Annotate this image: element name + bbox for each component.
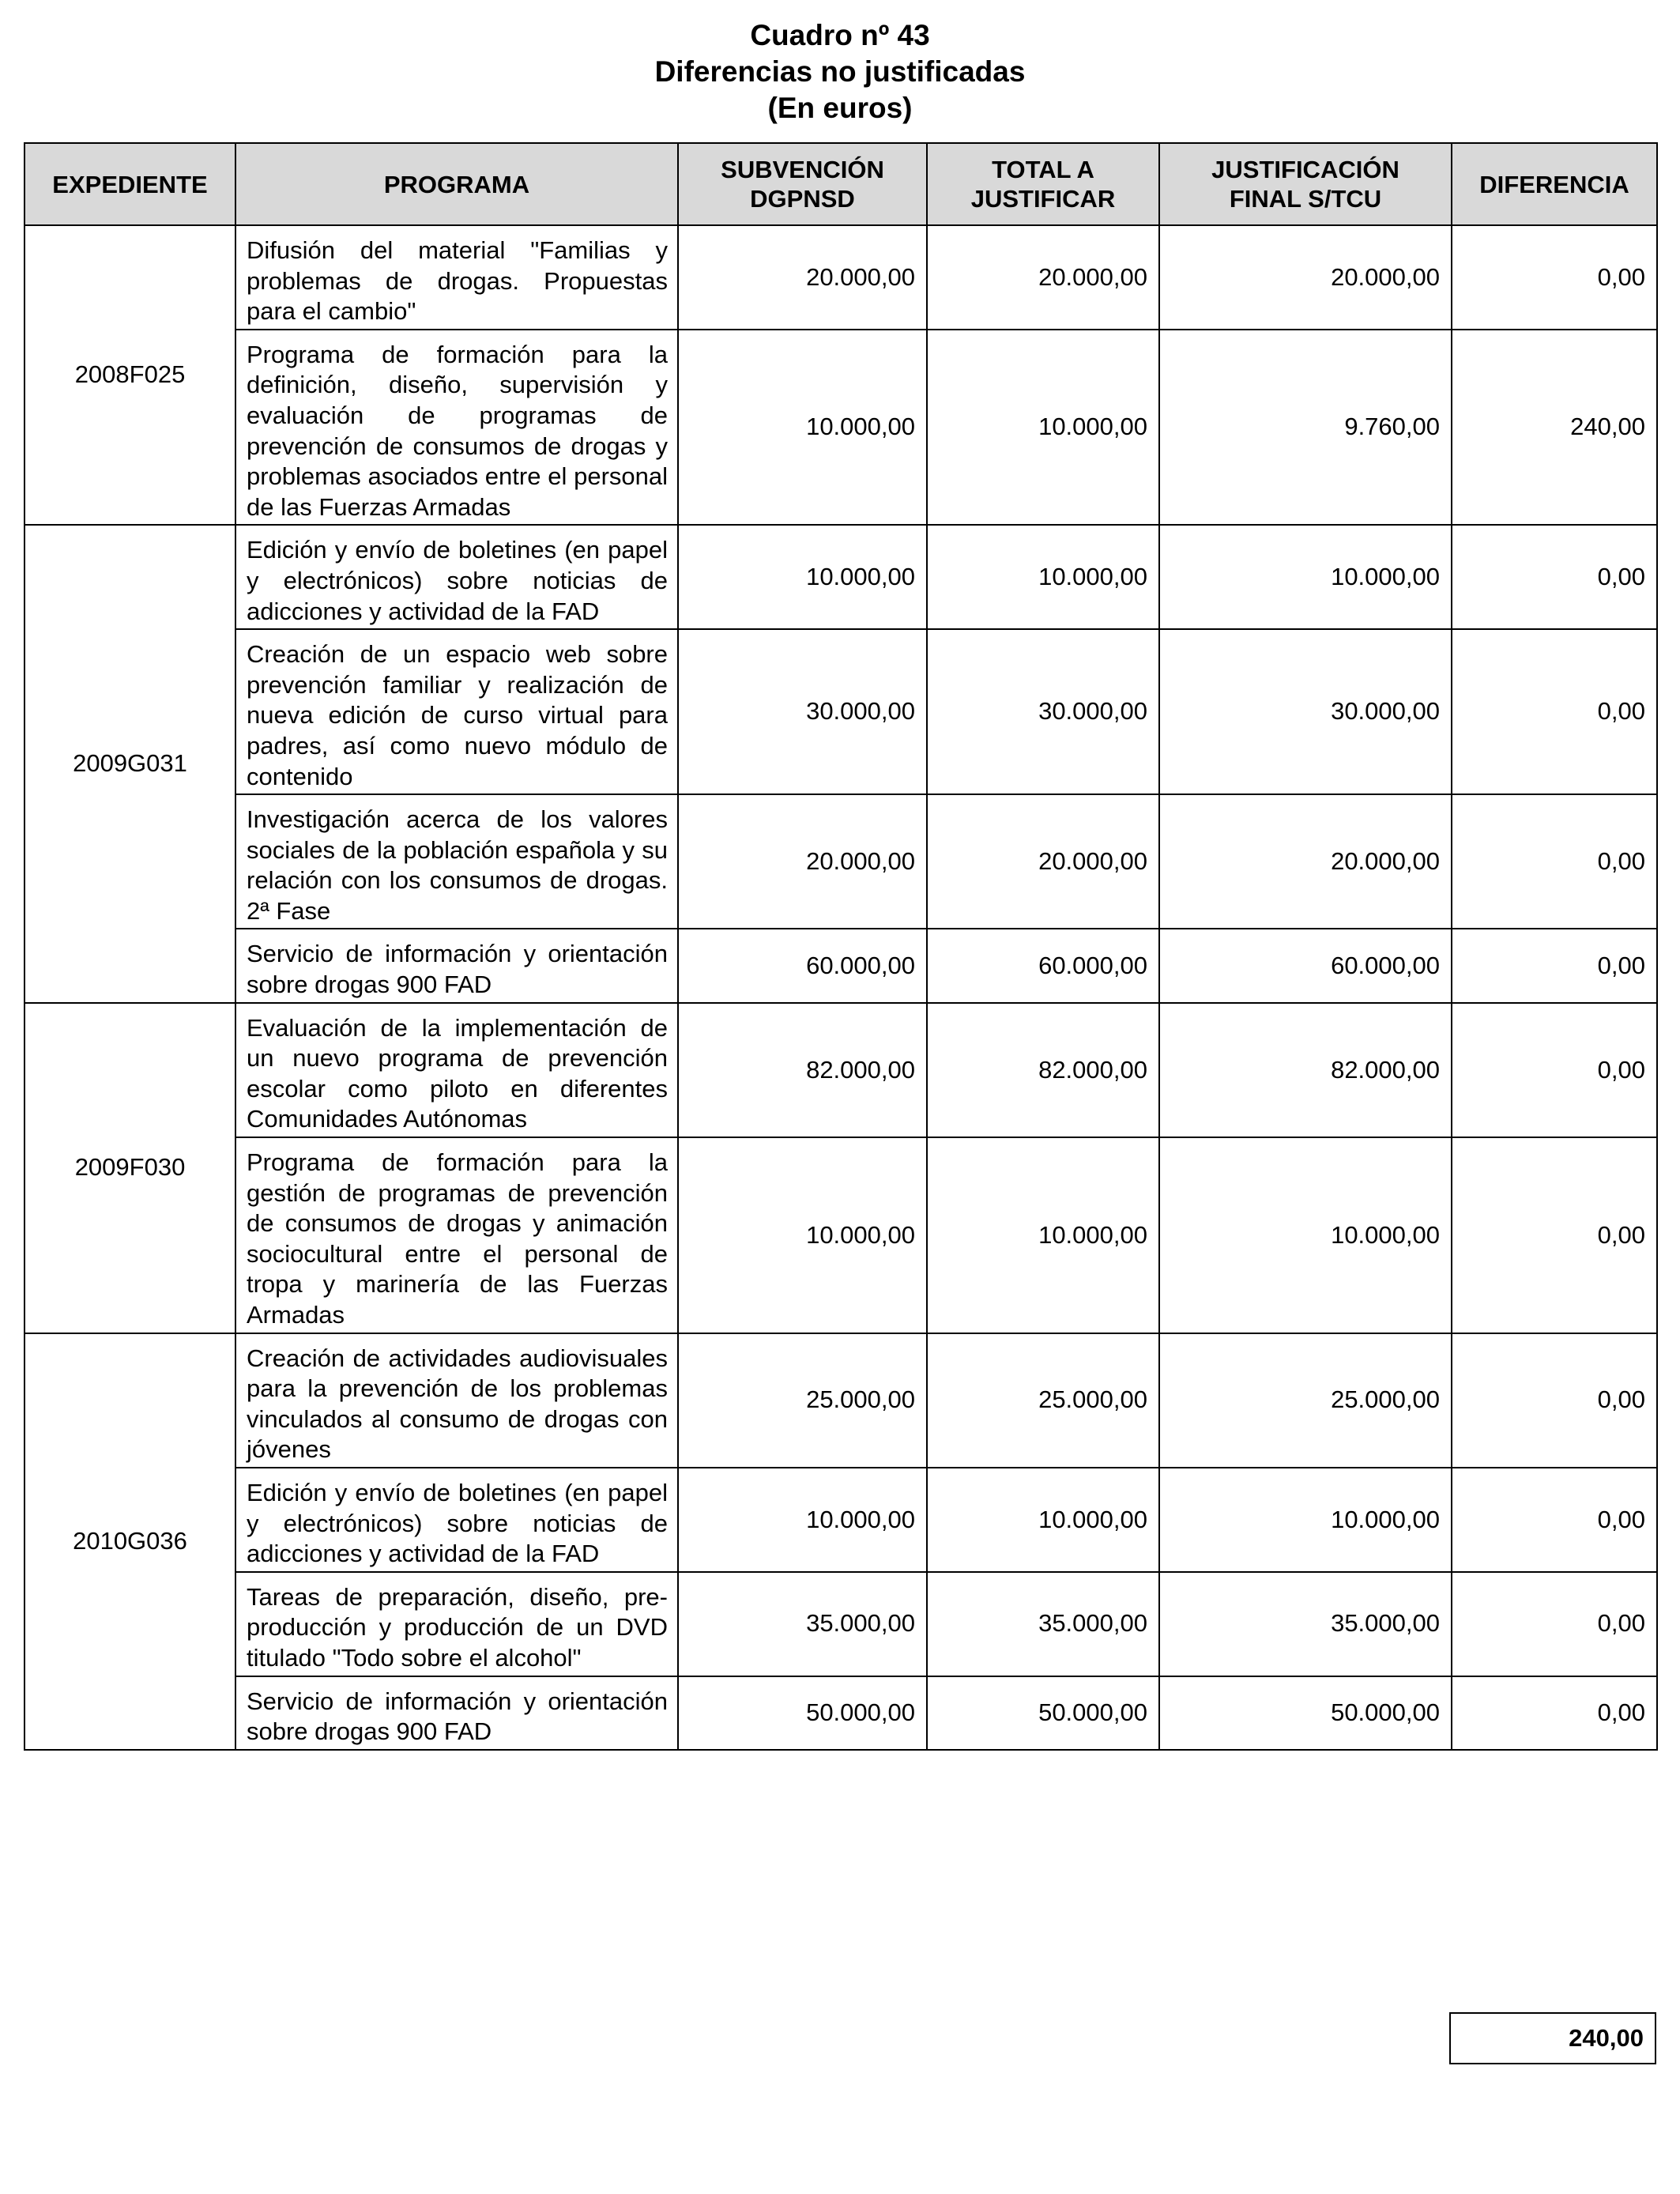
cell-programa: Evaluación de la implementación de un nuevo programa de prevención escolar como piloto en diferentes Comunidades Autónomas — [235, 1003, 678, 1137]
page-title — [0, 17, 1680, 126]
cell-subvencion: 10.000,00 — [678, 1137, 927, 1333]
cell-diferencia: 0,00 — [1452, 794, 1657, 929]
table-row — [24, 629, 1657, 794]
table-number: Cuadro nº 43 — [750, 19, 930, 51]
cell-total-justificar: 50.000,00 — [927, 1676, 1159, 1750]
cell-expediente: 2010G036 — [24, 1333, 235, 1750]
cell-total-justificar: 20.000,00 — [927, 794, 1159, 929]
cell-subvencion: 35.000,00 — [678, 1572, 927, 1676]
cell-total-justificar: 20.000,00 — [927, 225, 1159, 330]
table-row — [24, 1676, 1657, 1750]
header-diferencia: DIFERENCIA — [1452, 143, 1657, 225]
cell-programa: Tareas de preparación, diseño, pre-producción y producción de un DVD titulado "Todo sobre el alcohol" — [235, 1572, 678, 1676]
table-row — [24, 1137, 1657, 1333]
cell-justificacion-final: 10.000,00 — [1159, 1468, 1452, 1572]
total-diferencia: 240,00 — [1450, 2013, 1656, 2064]
table-row — [24, 1333, 1657, 1468]
cell-programa: Difusión del material "Familias y problemas de drogas. Propuestas para el cambio" — [235, 225, 678, 330]
table-row — [24, 929, 1657, 1002]
table-row — [24, 330, 1657, 526]
header-subvencion: SUBVENCIÓN DGPNSD — [678, 143, 927, 225]
cell-subvencion: 30.000,00 — [678, 629, 927, 794]
cell-programa: Programa de formación para la definición, diseño, supervisión y evaluación de programas de prevención de consumos de drogas y problemas asociados entre el personal de las Fuerzas Armadas — [235, 330, 678, 526]
cell-justificacion-final: 10.000,00 — [1159, 525, 1452, 629]
cell-justificacion-final: 50.000,00 — [1159, 1676, 1452, 1750]
cell-subvencion: 20.000,00 — [678, 794, 927, 929]
table-row — [24, 1003, 1657, 1137]
cell-diferencia: 0,00 — [1452, 1333, 1657, 1468]
table-row — [24, 1572, 1657, 1676]
cell-justificacion-final: 9.760,00 — [1159, 330, 1452, 526]
table-unit: (En euros) — [767, 92, 913, 124]
cell-programa: Creación de un espacio web sobre prevención familiar y realización de nueva edición de curso virtual para padres, así como nuevo módulo de contenido — [235, 629, 678, 794]
cell-justificacion-final: 30.000,00 — [1159, 629, 1452, 794]
cell-subvencion: 10.000,00 — [678, 330, 927, 526]
cell-diferencia: 0,00 — [1452, 1572, 1657, 1676]
cell-diferencia: 0,00 — [1452, 1468, 1657, 1572]
cell-total-justificar: 30.000,00 — [927, 629, 1159, 794]
table-title: Diferencias no justificadas — [654, 55, 1026, 88]
cell-justificacion-final: 20.000,00 — [1159, 794, 1452, 929]
cell-expediente: 2008F025 — [24, 225, 235, 525]
differences-table — [24, 142, 1658, 1751]
cell-subvencion: 60.000,00 — [678, 929, 927, 1002]
header-expediente: EXPEDIENTE — [24, 143, 235, 225]
cell-programa: Edición y envío de boletines (en papel y electrónicos) sobre noticias de adicciones y actividad de la FAD — [235, 1468, 678, 1572]
cell-programa: Servicio de información y orientación sobre drogas 900 FAD — [235, 1676, 678, 1750]
cell-total-justificar: 35.000,00 — [927, 1572, 1159, 1676]
cell-diferencia: 0,00 — [1452, 1676, 1657, 1750]
cell-justificacion-final: 60.000,00 — [1159, 929, 1452, 1002]
cell-justificacion-final: 35.000,00 — [1159, 1572, 1452, 1676]
header-row — [24, 143, 1657, 225]
cell-diferencia: 0,00 — [1452, 1003, 1657, 1137]
cell-subvencion: 20.000,00 — [678, 225, 927, 330]
cell-subvencion: 25.000,00 — [678, 1333, 927, 1468]
total-table — [1449, 2012, 1656, 2064]
table-body — [24, 225, 1657, 1750]
cell-programa: Programa de formación para la gestión de programas de prevención de consumos de drogas y animación sociocultural entre el personal de tropa y marinería de las Fuerzas Armadas — [235, 1137, 678, 1333]
cell-total-justificar: 82.000,00 — [927, 1003, 1159, 1137]
cell-subvencion: 10.000,00 — [678, 1468, 927, 1572]
header-justificacion-final: JUSTIFICACIÓN FINAL S/TCU — [1159, 143, 1452, 225]
cell-total-justificar: 60.000,00 — [927, 929, 1159, 1002]
cell-total-justificar: 10.000,00 — [927, 1137, 1159, 1333]
cell-total-justificar: 10.000,00 — [927, 1468, 1159, 1572]
header-programa: PROGRAMA — [235, 143, 678, 225]
cell-total-justificar: 25.000,00 — [927, 1333, 1159, 1468]
cell-programa: Edición y envío de boletines (en papel y electrónicos) sobre noticias de adicciones y actividad de la FAD — [235, 525, 678, 629]
cell-diferencia: 240,00 — [1452, 330, 1657, 526]
cell-subvencion: 10.000,00 — [678, 525, 927, 629]
cell-justificacion-final: 82.000,00 — [1159, 1003, 1452, 1137]
cell-diferencia: 0,00 — [1452, 629, 1657, 794]
cell-expediente: 2009F030 — [24, 1003, 235, 1333]
cell-diferencia: 0,00 — [1452, 1137, 1657, 1333]
cell-subvencion: 50.000,00 — [678, 1676, 927, 1750]
cell-expediente: 2009G031 — [24, 525, 235, 1002]
cell-total-justificar: 10.000,00 — [927, 525, 1159, 629]
cell-diferencia: 0,00 — [1452, 929, 1657, 1002]
cell-programa: Investigación acerca de los valores sociales de la población española y su relación con los consumos de drogas. 2ª Fase — [235, 794, 678, 929]
table-row — [24, 225, 1657, 330]
cell-subvencion: 82.000,00 — [678, 1003, 927, 1137]
cell-diferencia: 0,00 — [1452, 525, 1657, 629]
table-row — [24, 525, 1657, 629]
cell-programa: Creación de actividades audiovisuales para la prevención de los problemas vinculados al consumo de drogas con jóvenes — [235, 1333, 678, 1468]
cell-total-justificar: 10.000,00 — [927, 330, 1159, 526]
cell-justificacion-final: 25.000,00 — [1159, 1333, 1452, 1468]
header-total-justificar: TOTAL A JUSTIFICAR — [927, 143, 1159, 225]
table-row — [24, 794, 1657, 929]
table-row — [24, 1468, 1657, 1572]
cell-justificacion-final: 20.000,00 — [1159, 225, 1452, 330]
cell-programa: Servicio de información y orientación sobre drogas 900 FAD — [235, 929, 678, 1002]
total-row — [1450, 2013, 1656, 2064]
cell-justificacion-final: 10.000,00 — [1159, 1137, 1452, 1333]
cell-diferencia: 0,00 — [1452, 225, 1657, 330]
